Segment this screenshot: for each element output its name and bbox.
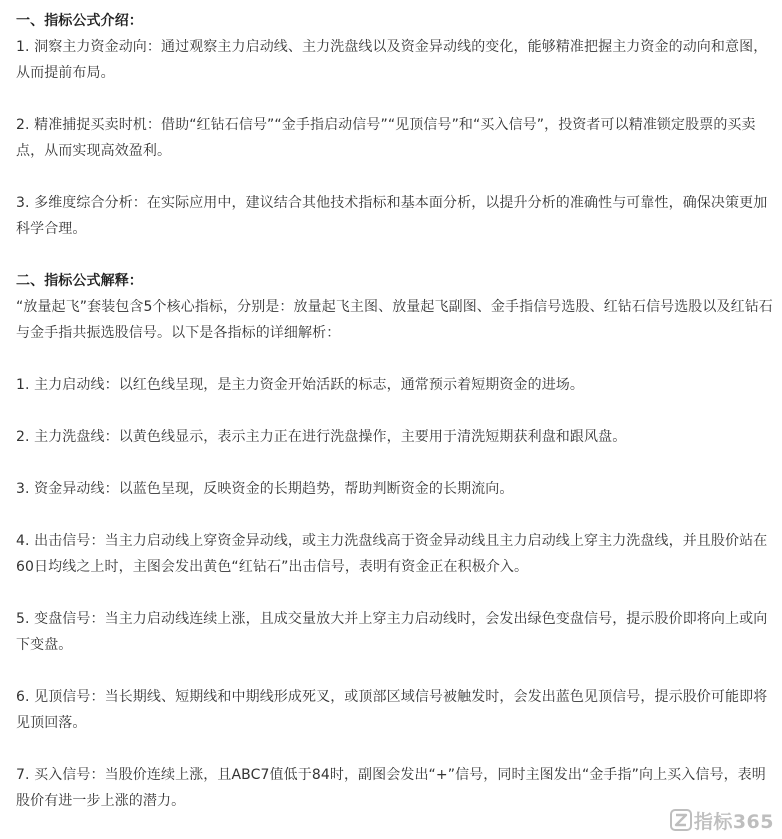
section-2-intro: “放量起飞”套装包含5个核心指标，分别是：放量起飞主图、放量起飞副图、金手指信号选股、红钻石信号选股以及红钻石与金手指共振选股信号。以下是各指标的详细解析： bbox=[16, 299, 773, 341]
section-2-item-6: 6. 见顶信号：当长期线、短期线和中期线形成死叉，或顶部区域信号被触发时，会发出蓝色见顶信号，提示股价可能即将见顶回落。 bbox=[16, 689, 768, 731]
section-1-paragraph-2: 2. 精准捕捉买卖时机：借助“红钻石信号”“金手指启动信号”“见顶信号”和“买入信号”，投资者可以精准锁定股票的买卖点，从而实现高效盈利。 bbox=[16, 117, 756, 159]
section-2-item-4: 4. 出击信号：当主力启动线上穿资金异动线，或主力洗盘线高于资金异动线且主力启动线上穿主力洗盘线，并且股价站在60日均线之上时，主图会发出黄色“红钻石”出击信号，表明有资金正在积极介入。 bbox=[16, 533, 768, 575]
section-1-paragraph-3: 3. 多维度综合分析：在实际应用中，建议结合其他技术指标和基本面分析，以提升分析的准确性与可靠性，确保决策更加科学合理。 bbox=[16, 195, 768, 237]
section-1-paragraph-1: 1. 洞察主力资金动向：通过观察主力启动线、主力洗盘线以及资金异动线的变化，能够精准把握主力资金的动向和意图，从而提前布局。 bbox=[16, 39, 768, 81]
watermark bbox=[670, 807, 774, 833]
section-2-item-2: 2. 主力洗盘线：以黄色线显示，表示主力正在进行洗盘操作，主要用于清洗短期获利盘和跟风盘。 bbox=[16, 429, 627, 445]
z-logo-icon bbox=[670, 809, 692, 831]
spacer bbox=[16, 450, 774, 476]
section-1-heading: 一、指标公式介绍： bbox=[16, 13, 143, 29]
watermark-text: 指标365 bbox=[693, 810, 774, 833]
section-2-item-7: 7. 买入信号：当股价连续上涨，且ABC7值低于84时，副图会发出“+”信号，同时主图发出“金手指”向上买入信号，表明股价有进一步上涨的潜力。 bbox=[16, 767, 766, 809]
spacer bbox=[16, 164, 774, 190]
article-body bbox=[16, 8, 774, 814]
spacer bbox=[16, 346, 774, 372]
spacer bbox=[16, 658, 774, 684]
section-2-item-5: 5. 变盘信号：当主力启动线连续上涨，且成交量放大并上穿主力启动线时，会发出绿色变盘信号，提示股价即将向上或向下变盘。 bbox=[16, 611, 768, 653]
spacer bbox=[16, 398, 774, 424]
section-2-heading: 二、指标公式解释： bbox=[16, 273, 143, 289]
spacer bbox=[16, 502, 774, 528]
section-2-item-1: 1. 主力启动线：以红色线呈现，是主力资金开始活跃的标志，通常预示着短期资金的进场。 bbox=[16, 377, 585, 393]
section-2-item-3: 3. 资金异动线：以蓝色呈现，反映资金的长期趋势，帮助判断资金的长期流向。 bbox=[16, 481, 514, 497]
spacer bbox=[16, 580, 774, 606]
spacer bbox=[16, 242, 774, 268]
spacer bbox=[16, 86, 774, 112]
spacer bbox=[16, 736, 774, 762]
